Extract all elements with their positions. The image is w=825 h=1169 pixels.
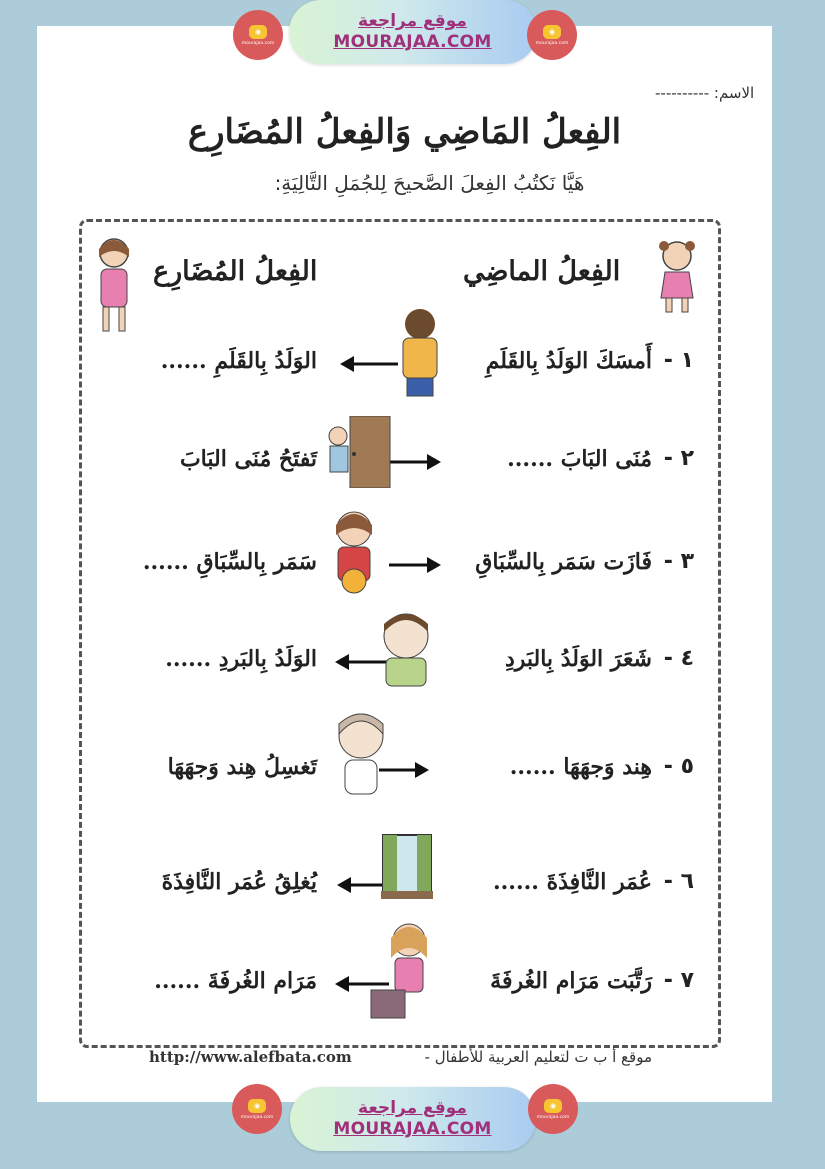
logo-badge: ◉	[544, 1099, 562, 1113]
arrow-right-icon	[389, 450, 441, 474]
footer-site-name: موقع أ ب ت لتعليم العربية للأطفال -	[424, 1048, 652, 1066]
banner-latin-text[interactable]: MOURAJAA.COM	[333, 32, 492, 52]
row-number: ٦ -	[663, 869, 694, 894]
site-logo-icon	[232, 1084, 282, 1134]
worksheet-page	[37, 26, 772, 1102]
row-number: ٧ -	[663, 968, 694, 993]
past-sentence: شَعَرَ الوَلَدُ بِالبَردِ	[504, 646, 652, 672]
row-number: ٣ -	[663, 549, 694, 574]
row-number: ٢ -	[663, 446, 694, 471]
present-sentence: الوَلَدُ بِالبَردِ ......	[165, 646, 317, 672]
site-banner-top[interactable]	[289, 0, 537, 64]
exercise-row	[37, 446, 772, 506]
logo-caption: mourajaa.com	[535, 40, 569, 46]
logo-badge: ◉	[248, 1099, 266, 1113]
site-logo-icon	[527, 10, 577, 60]
worksheet-title: الفِعلُ المَاضِي وَالفِعلُ المُضَارِع	[187, 112, 622, 152]
girl-waving-icon	[651, 236, 701, 316]
present-sentence: سَمَر بِالسِّبَاقِ ......	[142, 549, 317, 575]
logo-caption: mourajaa.com	[240, 1114, 274, 1120]
row-number: ١ -	[663, 348, 694, 373]
banner-arabic-text[interactable]: موقع مراجعة	[358, 1098, 467, 1118]
exercise-row	[37, 754, 772, 814]
present-sentence: تَفتَحُ مُنَى البَابَ	[179, 446, 317, 472]
row-number: ٤ -	[663, 646, 694, 671]
exercise-row	[37, 968, 772, 1028]
window-icon	[381, 833, 433, 899]
column-header-past: الفِعلُ الماضِي	[463, 256, 621, 287]
row-number: ٥ -	[663, 754, 694, 779]
present-sentence: مَرَام الغُرفَةَ ......	[154, 968, 317, 994]
site-logo-icon	[528, 1084, 578, 1134]
logo-badge: ◉	[543, 25, 561, 39]
cold-boy-icon	[372, 608, 440, 690]
exercise-row	[37, 549, 772, 609]
present-sentence: الوَلَدُ بِالقَلَمِ ......	[160, 348, 317, 374]
past-sentence: رَتَّبَت مَرَام الغُرفَةَ	[490, 968, 652, 994]
present-sentence: يُغلِقُ عُمَر النَّافِذَةَ	[161, 869, 317, 895]
exercise-row	[37, 348, 772, 408]
present-sentence: تَغسِلُ هِند وَجهَهَا	[167, 754, 317, 780]
girl-washing-face-icon	[333, 706, 389, 798]
arrow-right-icon	[389, 553, 441, 577]
banner-latin-text[interactable]: MOURAJAA.COM	[333, 1119, 492, 1139]
girl-on-phone-icon	[89, 231, 139, 336]
footer-url-link[interactable]: http://www.alefbata.com	[149, 1048, 352, 1066]
logo-caption: mourajaa.com	[241, 40, 275, 46]
arrow-left-icon	[340, 352, 400, 376]
girl-opening-door-icon	[324, 416, 392, 488]
logo-badge: ◉	[249, 25, 267, 39]
site-banner-bottom[interactable]	[290, 1087, 536, 1151]
site-logo-icon	[233, 10, 283, 60]
name-field-label: الاسم: ----------	[655, 84, 755, 102]
exercise-row	[37, 646, 772, 706]
past-sentence: أَمسَكَ الوَلَدُ بِالقَلَمِ	[485, 348, 652, 374]
girl-tidying-room-icon	[365, 918, 435, 1022]
logo-caption: mourajaa.com	[536, 1114, 570, 1120]
boy-holding-pencil-icon	[395, 306, 445, 398]
column-header-present: الفِعلُ المُضَارِع	[153, 256, 318, 287]
past-sentence: فَازَت سَمَر بِالسِّبَاقِ	[475, 549, 652, 575]
girl-with-medal-icon	[324, 507, 394, 597]
past-sentence: مُنَى البَابَ ......	[507, 446, 652, 472]
banner-arabic-text[interactable]: موقع مراجعة	[358, 11, 467, 31]
past-sentence: عُمَر النَّافِذَةَ ......	[492, 869, 652, 895]
arrow-left-icon	[337, 873, 385, 897]
worksheet-instruction: هَيَّا نَكتُبُ الفِعلَ الصَّحيحَ لِلجُمَلِ التَّالِيَةِ:	[274, 171, 585, 195]
past-sentence: هِند وَجهَهَا ......	[509, 754, 652, 780]
